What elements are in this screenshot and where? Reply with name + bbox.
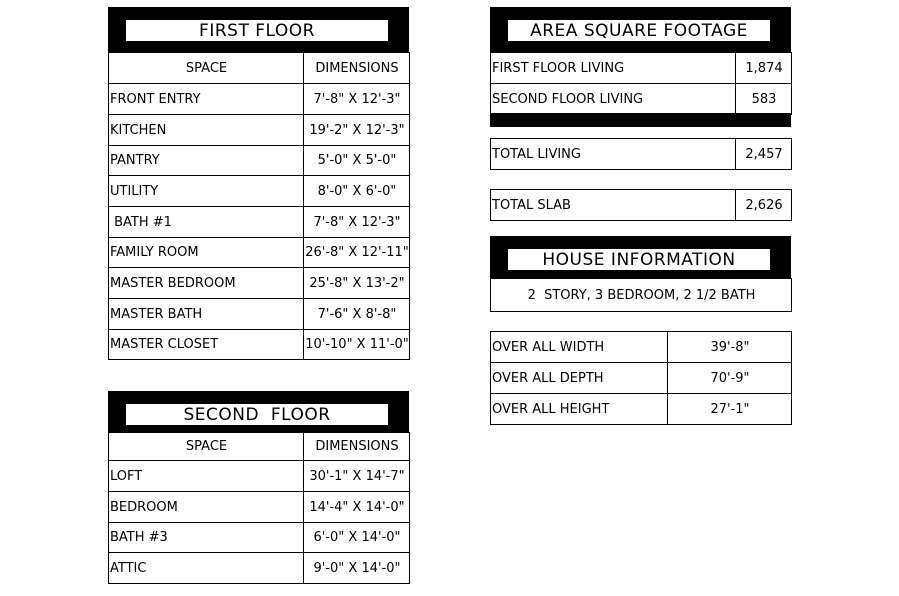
table-row: [491, 84, 792, 115]
dimensions-cell: 6'-0" X 14'-0": [304, 523, 410, 553]
space-column-header: SPACE: [109, 433, 304, 461]
table-row: [109, 207, 410, 238]
dimensions-cell: 25'-8" X 13'-2": [304, 268, 410, 299]
dimensions-cell: 7'-8" X 12'-3": [304, 207, 410, 238]
table-row: [491, 190, 792, 221]
space-cell: KITCHEN: [109, 115, 304, 146]
total-slab-label: TOTAL SLAB: [491, 190, 736, 221]
area-square-footage-footer-bar: [490, 113, 791, 127]
table-row: [109, 268, 410, 299]
space-cell: UTILITY: [109, 176, 304, 207]
total-living-table: [490, 138, 792, 170]
first-floor-title: FIRST FLOOR: [126, 20, 388, 41]
house-information-title: HOUSE INFORMATION: [508, 249, 770, 270]
space-cell: BATH #3: [109, 523, 304, 553]
area-value-cell: 583: [736, 84, 792, 115]
dimensions-cell: 8'-0" X 6'-0": [304, 176, 410, 207]
table-row: [109, 523, 410, 553]
table-row: [491, 394, 792, 425]
table-row: [109, 115, 410, 146]
space-cell: MASTER CLOSET: [109, 330, 304, 360]
second-floor-table: [108, 432, 410, 584]
space-cell: PANTRY: [109, 146, 304, 176]
table-row: [109, 461, 410, 492]
table-row: [109, 84, 410, 115]
space-cell: ATTIC: [109, 553, 304, 584]
dimensions-cell: 10'-10" X 11'-0": [304, 330, 410, 360]
dimensions-cell: 14'-4" X 14'-0": [304, 492, 410, 523]
table-row: [109, 176, 410, 207]
table-row: [109, 146, 410, 176]
table-header-row: [109, 53, 410, 84]
area-square-footage-title: AREA SQUARE FOOTAGE: [508, 20, 770, 41]
area-label-cell: SECOND FLOOR LIVING: [491, 84, 736, 115]
dimensions-cell: 19'-2" X 12'-3": [304, 115, 410, 146]
dimensions-column-header: DIMENSIONS: [304, 53, 410, 84]
space-cell: FRONT ENTRY: [109, 84, 304, 115]
space-cell: MASTER BEDROOM: [109, 268, 304, 299]
area-square-footage-table: [490, 52, 792, 115]
dimensions-cell: 7'-8" X 12'-3": [304, 84, 410, 115]
house-summary: 2 STORY, 3 BEDROOM, 2 1/2 BATH: [491, 279, 792, 312]
table-row: [109, 492, 410, 523]
house-information-header: [490, 236, 791, 279]
total-living-value: 2,457: [736, 139, 792, 170]
space-cell: BEDROOM: [109, 492, 304, 523]
area-label-cell: FIRST FLOOR LIVING: [491, 53, 736, 84]
area-value-cell: 1,874: [736, 53, 792, 84]
table-row: [491, 53, 792, 84]
second-floor-title: SECOND FLOOR: [126, 404, 388, 425]
dimensions-column-header: DIMENSIONS: [304, 433, 410, 461]
house-dimension-label: OVER ALL HEIGHT: [491, 394, 668, 425]
second-floor-header: [108, 391, 409, 433]
dimensions-cell: 30'-1" X 14'-7": [304, 461, 410, 492]
dimensions-cell: 9'-0" X 14'-0": [304, 553, 410, 584]
first-floor-table: [108, 52, 410, 360]
house-information-summary-table: [490, 278, 792, 312]
table-header-row: [109, 433, 410, 461]
house-dimension-label: OVER ALL WIDTH: [491, 332, 668, 363]
table-row: [491, 332, 792, 363]
table-row: [491, 279, 792, 312]
first-floor-header: [108, 7, 409, 53]
area-square-footage-header: [490, 7, 791, 53]
table-row: [109, 238, 410, 268]
house-dimension-value: 70'-9": [668, 363, 792, 394]
space-cell: LOFT: [109, 461, 304, 492]
dimensions-cell: 7'-6" X 8'-8": [304, 299, 410, 330]
total-living-label: TOTAL LIVING: [491, 139, 736, 170]
table-row: [109, 330, 410, 360]
house-dimension-value: 39'-8": [668, 332, 792, 363]
house-dimensions-table: [490, 331, 792, 425]
space-cell: MASTER BATH: [109, 299, 304, 330]
space-column-header: SPACE: [109, 53, 304, 84]
total-slab-table: [490, 189, 792, 221]
table-row: [491, 363, 792, 394]
dimensions-cell: 5'-0" X 5'-0": [304, 146, 410, 176]
space-cell: FAMILY ROOM: [109, 238, 304, 268]
house-dimension-value: 27'-1": [668, 394, 792, 425]
table-row: [109, 553, 410, 584]
house-dimension-label: OVER ALL DEPTH: [491, 363, 668, 394]
total-slab-value: 2,626: [736, 190, 792, 221]
table-row: [491, 139, 792, 170]
table-row: [109, 299, 410, 330]
dimensions-cell: 26'-8" X 12'-11": [304, 238, 410, 268]
space-cell: BATH #1: [109, 207, 304, 238]
